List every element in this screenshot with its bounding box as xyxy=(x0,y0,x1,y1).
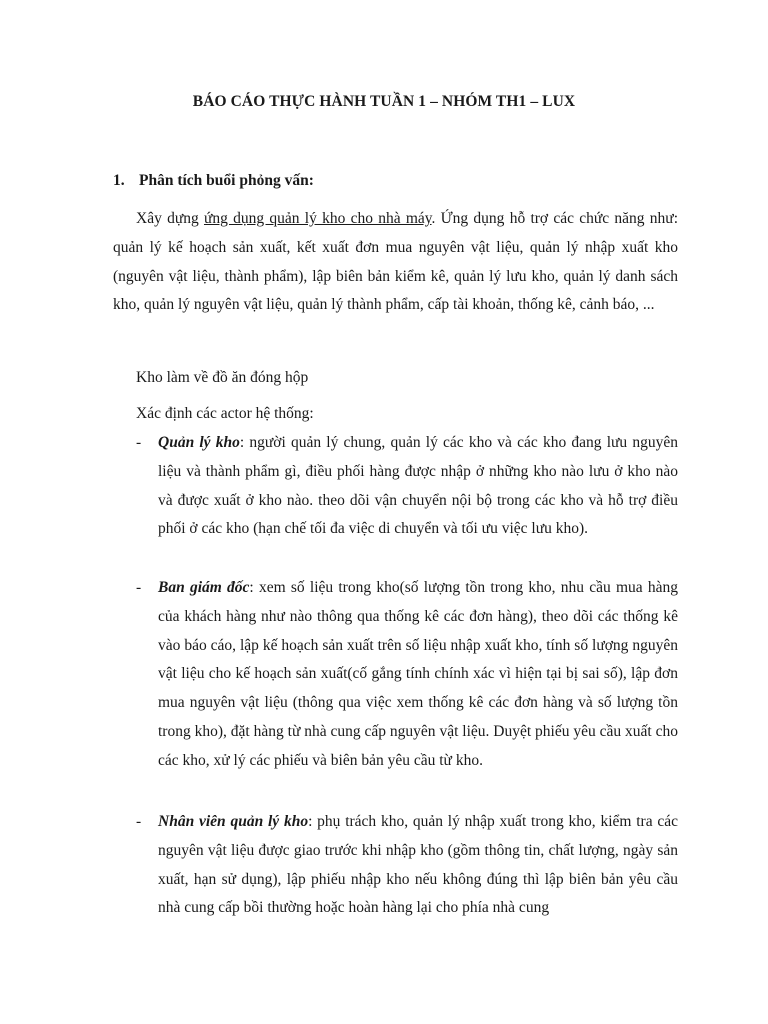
intro-paragraph xyxy=(113,205,678,320)
actors-heading: Xác định các actor hệ thống: xyxy=(136,405,314,422)
actor-term: Nhân viên quản lý kho xyxy=(158,813,309,830)
actor-item-board-of-directors xyxy=(113,574,678,776)
note-paragraph: Kho làm về đồ ăn đóng hộp xyxy=(136,369,309,386)
document-title: BÁO CÁO THỰC HÀNH TUẦN 1 – NHÓM TH1 – LUX xyxy=(192,93,576,110)
section-heading-text: Phân tích buổi phỏng vấn: xyxy=(139,172,314,189)
section-heading xyxy=(113,172,314,190)
bullet-dash: - xyxy=(136,434,142,451)
bullet-dash: - xyxy=(136,813,142,830)
actor-item-warehouse-manager xyxy=(113,429,678,544)
actor-item-warehouse-staff xyxy=(113,808,678,923)
intro-lead: Xây dựng xyxy=(136,210,204,227)
intro-rest: . Ứng dụng hỗ trợ các chức năng như: quản lý kế hoạch sản xuất, kết xuất đơn mua nguyên vật liệu, quản lý nhập xuất kho (nguyên vật liệu, thành phẩm), lập biên bản kiểm kê, quản lý lưu kho, quản lý danh sách kho, quản lý nguyên vật liệu, quản lý thành phẩm, cấp tài khoản, thống kê, cảnh báo, ... xyxy=(113,210,678,314)
actor-description: : người quản lý chung, quản lý các kho và các kho đang lưu nguyên liệu và thành phẩm gì, điều phối hàng được nhập ở những kho nào lưu ở kho nào và được xuất ở kho nào. theo dõi vận chuyển nội bộ trong các kho và hỗ trợ điều phối ở các kho (hạn chế tối đa việc di chuyển và tối ưu việc lưu kho). xyxy=(158,434,678,538)
actor-description: : phụ trách kho, quản lý nhập xuất trong kho, kiểm tra các nguyên vật liệu được giao trước khi nhập kho (gồm thông tin, chất lượng, ngày sản xuất, hạn sử dụng), lập phiếu nhập kho nếu không đúng thì lập biên bản yêu cầu nhà cung cấp bồi thường hoặc hoàn hàng lại cho phía nhà cung xyxy=(158,813,679,917)
intro-underlined: ứng dụng quản lý kho cho nhà máy xyxy=(203,210,432,227)
bullet-dash: - xyxy=(136,579,142,596)
section-number: 1. xyxy=(113,172,125,189)
actor-term: Quản lý kho xyxy=(158,434,240,451)
actor-term: Ban giám đốc xyxy=(158,579,250,596)
actor-description: : xem số liệu trong kho(số lượng tồn trong kho, nhu cầu mua hàng của khách hàng như nào thông qua thống kê các đơn hàng), theo dõi các thống kê vào báo cáo, lập kế hoạch sản xuất trên số liệu nhập xuất kho, tính số lượng nguyên vật liệu cho kế hoạch sản xuất(cố gắng tính chính xác vì hiện tại bị sai số), lập đơn mua nguyên vật liệu (thông qua việc xem thống kê các đơn hàng và số lượng tồn trong kho), đặt hàng từ nhà cung cấp nguyên vật liệu. Duyệt phiếu yêu cầu xuất cho các kho, xử lý các phiếu và biên bản yêu cầu từ kho. xyxy=(158,579,678,769)
